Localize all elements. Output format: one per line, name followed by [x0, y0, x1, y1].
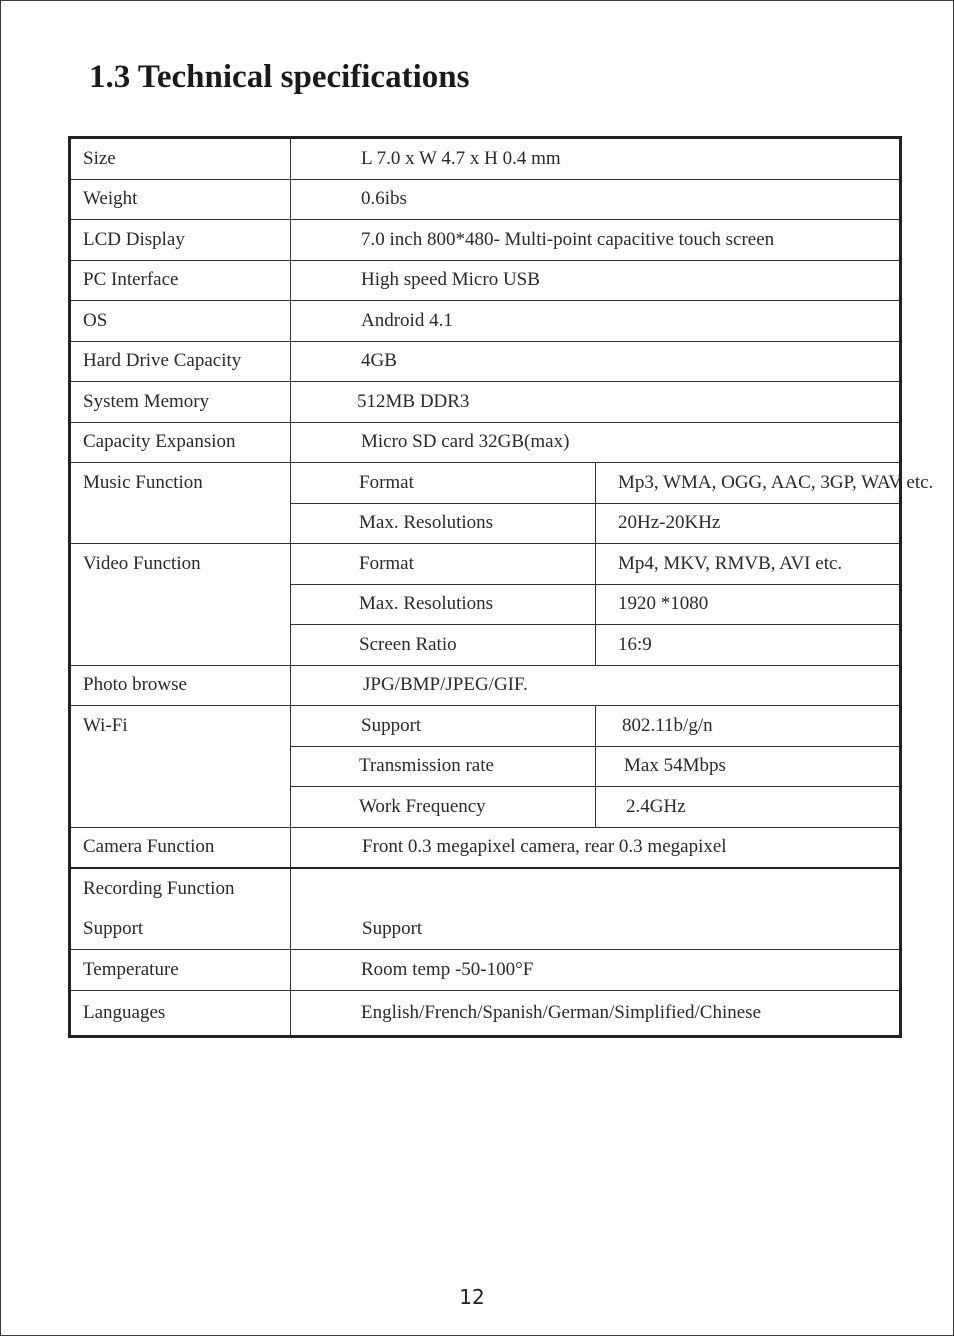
spec-label: LCD Display	[70, 220, 291, 261]
spec-sub-key: Format	[291, 544, 596, 585]
spec-value: 0.6ibs	[291, 179, 901, 220]
page-title: 1.3 Technical specifications	[89, 59, 470, 95]
spec-label: Hard Drive Capacity	[70, 341, 291, 382]
spec-value: 512MB DDR3	[291, 382, 901, 423]
spec-label: Weight	[70, 179, 291, 220]
spec-row-photo	[70, 665, 901, 706]
spec-row-camera	[70, 827, 901, 868]
spec-sub-value: Mp3, WMA, OGG, AAC, 3GP, WAV etc.	[596, 463, 901, 504]
recording-label-line2: Support	[83, 918, 144, 939]
spec-row-video-format	[70, 544, 901, 585]
spec-label: System Memory	[70, 382, 291, 423]
spec-sub-value: Max 54Mbps	[596, 746, 901, 787]
spec-row-recording	[70, 868, 901, 950]
spec-row-wifi-support	[70, 706, 901, 747]
spec-label: Camera Function	[70, 827, 291, 868]
spec-sub-key: Format	[291, 463, 596, 504]
spec-row-hard-drive	[70, 341, 901, 382]
spec-value: English/French/Spanish/German/Simplified/Chinese	[291, 990, 901, 1036]
spec-label: Wi-Fi	[70, 706, 291, 828]
spec-label: Video Function	[70, 544, 291, 666]
spec-value: High speed Micro USB	[291, 260, 901, 301]
spec-label: Size	[70, 138, 291, 180]
spec-value: Android 4.1	[291, 301, 901, 342]
spec-row-weight	[70, 179, 901, 220]
spec-sub-key: Screen Ratio	[291, 625, 596, 666]
spec-label: PC Interface	[70, 260, 291, 301]
specifications-table	[68, 136, 934, 1038]
spec-sub-value: 20Hz-20KHz	[596, 503, 901, 544]
spec-value: L 7.0 x W 4.7 x H 0.4 mm	[291, 138, 901, 180]
spec-sub-value: 16:9	[596, 625, 901, 666]
spec-value: Micro SD card 32GB(max)	[291, 422, 901, 463]
spec-sub-value: Mp4, MKV, RMVB, AVI etc.	[596, 544, 901, 585]
spec-value: Front 0.3 megapixel camera, rear 0.3 megapixel	[291, 827, 901, 868]
spec-sub-value: 802.11b/g/n	[596, 706, 901, 747]
spec-row-pc-interface	[70, 260, 901, 301]
spec-sub-value: 1920 *1080	[596, 584, 901, 625]
spec-value: 4GB	[291, 341, 901, 382]
spec-label: Temperature	[70, 950, 291, 991]
spec-value	[291, 868, 901, 950]
spec-value: JPG/BMP/JPEG/GIF.	[291, 665, 901, 706]
spec-row-capacity-expansion	[70, 422, 901, 463]
spec-row-os	[70, 301, 901, 342]
spec-label: Music Function	[70, 463, 291, 544]
spec-sub-key: Max. Resolutions	[291, 503, 596, 544]
spec-label: Photo browse	[70, 665, 291, 706]
spec-row-music-format	[70, 463, 901, 504]
spec-sub-key: Support	[291, 706, 596, 747]
spec-row-temperature	[70, 950, 901, 991]
spec-label: OS	[70, 301, 291, 342]
spec-label: Languages	[70, 990, 291, 1036]
spec-row-lcd	[70, 220, 901, 261]
spec-value: 7.0 inch 800*480- Multi-point capacitive touch screen	[291, 220, 901, 261]
spec-row-size	[70, 138, 901, 180]
spec-sub-key: Max. Resolutions	[291, 584, 596, 625]
spec-label: Capacity Expansion	[70, 422, 291, 463]
spec-sub-value: 2.4GHz	[596, 787, 901, 828]
spec-value: Room temp -50-100°F	[291, 950, 901, 991]
page-number: 12	[459, 1285, 485, 1309]
recording-label-line1: Recording Function	[83, 878, 235, 899]
spec-row-languages	[70, 990, 901, 1036]
spec-sub-key: Work Frequency	[291, 787, 596, 828]
spec-row-system-memory	[70, 382, 901, 423]
spec-sub-key: Transmission rate	[291, 746, 596, 787]
recording-value: Support	[362, 918, 423, 939]
spec-label	[70, 868, 291, 950]
